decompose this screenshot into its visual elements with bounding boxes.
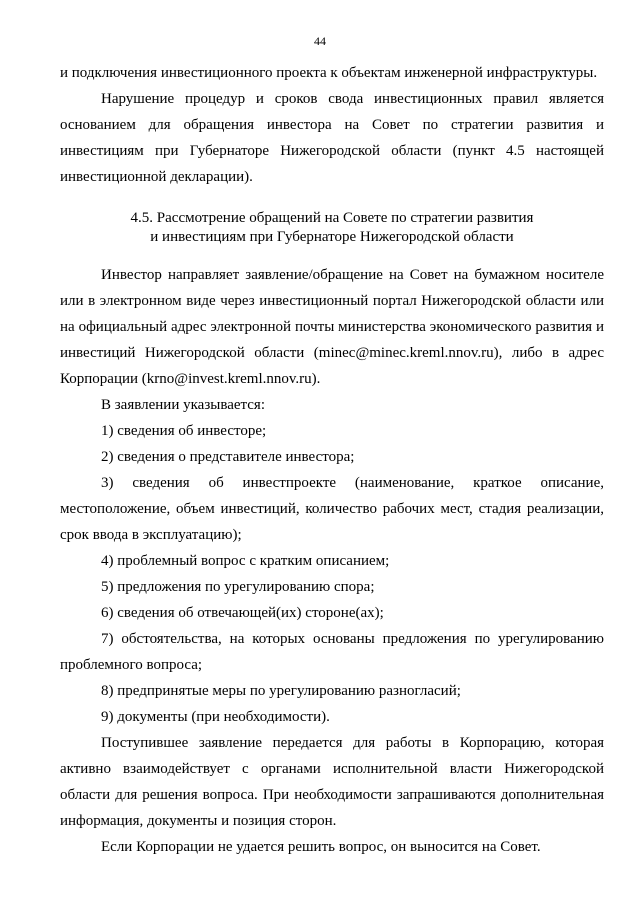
list-item-measures: 8) предпринятые меры по урегулированию разногласий; — [101, 683, 461, 699]
list-item-investor: 1) сведения об инвесторе; — [101, 423, 267, 439]
paragraph-submission: Инвестор направляет заявление/обращение на Совет на бумажном носителе или в электронном виде через инвестиционный портал Нижегородской области или на официальный адрес электронной почты министерства экономического развития и инвестиций Нижегородской области (minec@minec.kreml.nnov.ru), либо в адрес Корпорации (krno@invest.kreml.nnov.ru). — [60, 267, 604, 387]
paragraph-violation: Нарушение процедур и сроков свода инвестиционных правил является основанием для обращения инвестора на Совет по стратегии развития и инвестициям при Губернаторе Нижегородской области (пункт 4.5 настоящей инвестиционной декларации). — [60, 91, 604, 185]
section-heading — [60, 209, 604, 247]
paragraph-continuation: и подключения инвестиционного проекта к объектам инженерной инфраструктуры. — [60, 65, 598, 81]
list-item-proposals: 5) предложения по урегулированию спора; — [101, 579, 375, 595]
page-number: 44 — [314, 34, 326, 48]
section-heading-line-1: 4.5. Рассмотрение обращений на Совете по стратегии развития — [130, 210, 534, 226]
list-item-problem: 4) проблемный вопрос с кратким описанием; — [101, 553, 390, 569]
list-item-circumstances: 7) обстоятельства, на которых основаны предложения по урегулированию проблемного вопроса; — [60, 631, 604, 673]
list-item-project: 3) сведения об инвестпроекте (наименование, краткое описание, местоположение, объем инвестиций, количество рабочих мест, стадия реализации, срок ввода в эксплуатацию); — [60, 475, 604, 543]
list-item-representative: 2) сведения о представителе инвестора; — [101, 449, 355, 465]
section-heading-line-2: и инвестициям при Губернаторе Нижегородской области — [150, 229, 514, 245]
list-item-respondent: 6) сведения об отвечающей(их) стороне(ах); — [101, 605, 384, 621]
paragraph-corporation: Поступившее заявление передается для работы в Корпорацию, которая активно взаимодействует с органами исполнительной власти Нижегородской области для решения вопроса. При необходимости запрашиваются дополнительная информация, документы и позиция сторон. — [60, 735, 604, 829]
paragraph-contents-intro: В заявлении указывается: — [101, 397, 265, 413]
document-body — [60, 60, 604, 860]
paragraph-council: Если Корпорации не удается решить вопрос, он выносится на Совет. — [101, 839, 541, 855]
list-item-documents: 9) документы (при необходимости). — [101, 709, 330, 725]
